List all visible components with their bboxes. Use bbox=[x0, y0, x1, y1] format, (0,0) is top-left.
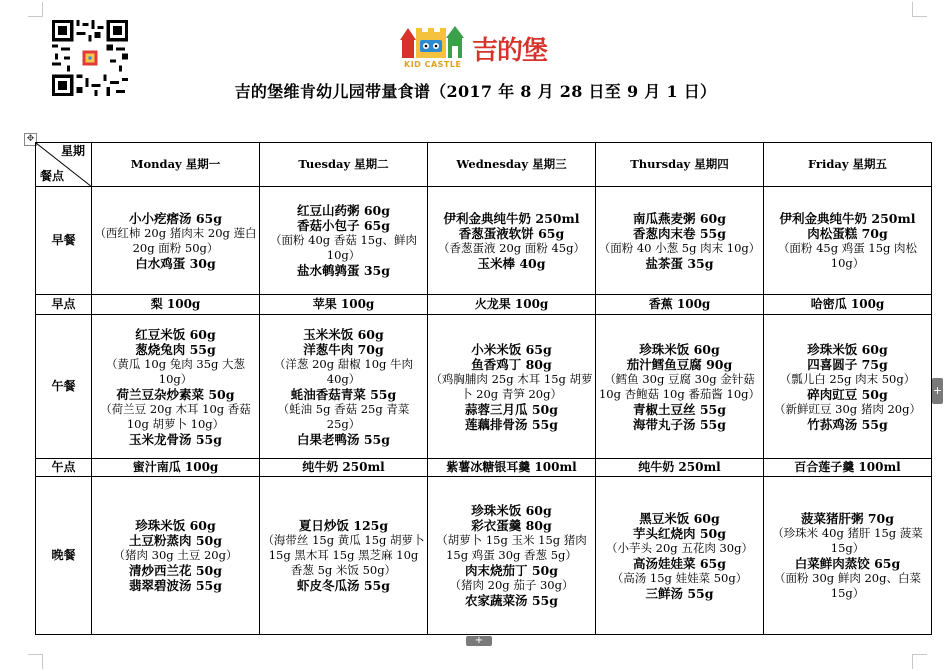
menu-cell-wednesday bbox=[428, 315, 596, 459]
crop-mark-top-right bbox=[912, 2, 927, 17]
dish-name: 彩衣蛋羹 80g bbox=[471, 518, 552, 533]
dish-name: 夏日炒饭 125g bbox=[298, 518, 389, 533]
dish-name: 小米米饭 65g bbox=[471, 341, 552, 357]
dish-name: 莲藕排骨汤 55g bbox=[465, 416, 558, 432]
menu-cell-thursday bbox=[596, 295, 764, 315]
menu-cell-thursday bbox=[596, 187, 764, 295]
ingredient-list: （胡萝卜 15g 玉米 15g 猪肉 15g 鸡蛋 30g 香葱 5g） bbox=[436, 533, 587, 562]
dish-name: 翡翠碧波汤 55g bbox=[129, 578, 222, 593]
dish-name: 土豆粉蒸肉 50g bbox=[129, 533, 222, 548]
menu-cell-tuesday bbox=[260, 459, 428, 477]
dish-name: 竹荪鸡汤 55g bbox=[807, 416, 888, 432]
dish-name: 茄汁鳕鱼豆腐 90g bbox=[626, 356, 733, 372]
dish-name: 菠菜猪肝粥 70g bbox=[801, 510, 894, 526]
menu-cell-monday bbox=[92, 459, 260, 477]
menu-cell-monday bbox=[92, 477, 260, 635]
meal-label: 晚餐 bbox=[36, 477, 92, 635]
kid-castle-logo bbox=[398, 20, 556, 72]
logo-subtitle: KID CASTLE bbox=[404, 60, 462, 69]
menu-cell-wednesday bbox=[428, 187, 596, 295]
crop-mark-bottom-right bbox=[912, 654, 927, 669]
dish-name: 玉米米饭 60g bbox=[303, 326, 384, 342]
ingredient-list: （高汤 15g 娃娃菜 50g） bbox=[611, 570, 748, 585]
dish-name: 香菇小包子 65g bbox=[297, 218, 390, 233]
ingredient-list: （黄瓜 10g 兔肉 35g 大葱 10g） bbox=[105, 356, 246, 386]
menu-cell-tuesday bbox=[260, 315, 428, 459]
meal-row bbox=[36, 295, 932, 315]
ingredient-list: （海带丝 15g 黄瓜 15g 胡萝卜 15g 黑木耳 15g 黑芝麻 10g 香葱 5g 米饭 50g） bbox=[262, 533, 425, 577]
meal-label: 早餐 bbox=[36, 187, 92, 295]
snack-item: 香蕉 100g bbox=[648, 297, 711, 311]
dish-name: 青椒土豆丝 55g bbox=[633, 401, 726, 417]
menu-cell-monday bbox=[92, 315, 260, 459]
snack-item: 火龙果 100g bbox=[474, 297, 549, 311]
snack-item: 苹果 100g bbox=[312, 297, 375, 311]
header-row bbox=[36, 143, 932, 187]
dish-name: 蚝油香菇青菜 55g bbox=[290, 386, 397, 402]
ingredient-list: （面粉 40g 香菇 15g、鲜肉 10g） bbox=[270, 233, 417, 262]
ingredient-list: （面粉 30g 鲜肉 20g、白菜 15g） bbox=[774, 570, 921, 600]
crop-mark-bottom-left bbox=[28, 654, 43, 669]
dish-name: 虾皮冬瓜汤 55g bbox=[297, 578, 390, 593]
menu-cell-tuesday bbox=[260, 295, 428, 315]
dish-name: 小小疙瘩汤 65g bbox=[129, 210, 222, 226]
dish-name: 盐水鹌鹑蛋 35g bbox=[297, 263, 390, 278]
dish-name: 南瓜燕麦粥 60g bbox=[633, 210, 726, 226]
logo-text: 吉的堡 bbox=[472, 36, 548, 66]
snack-item: 纯牛奶 250ml bbox=[302, 460, 385, 474]
dish-name: 荷兰豆杂炒素菜 50g bbox=[116, 386, 235, 402]
dish-name: 白水鸡蛋 30g bbox=[135, 255, 216, 271]
dish-name: 珍珠米饭 60g bbox=[807, 341, 888, 357]
menu-cell-wednesday bbox=[428, 459, 596, 477]
dish-name: 白果老鸭汤 55g bbox=[297, 431, 390, 447]
snack-item: 百合莲子羹 100ml bbox=[794, 460, 901, 474]
menu-cell-thursday bbox=[596, 459, 764, 477]
dish-name: 芋头红烧肉 50g bbox=[633, 525, 726, 541]
menu-cell-thursday bbox=[596, 477, 764, 635]
day-header-thursday: Thursday 星期四 bbox=[596, 143, 764, 187]
menu-cell-thursday bbox=[596, 315, 764, 459]
ingredient-list: （鳕鱼 30g 豆腐 30g 金针菇 10g 杏鲍菇 10g 番茄酱 10g） bbox=[598, 371, 761, 401]
menu-cell-monday bbox=[92, 187, 260, 295]
ingredient-list: （西红柿 20g 猪肉末 20g 莲白 20g 面粉 50g） bbox=[94, 225, 257, 255]
ingredient-list: （蚝油 5g 香菇 25g 青菜 25g） bbox=[277, 401, 410, 431]
dish-name: 三鲜汤 55g bbox=[645, 585, 714, 601]
menu-cell-friday bbox=[764, 187, 932, 295]
meal-label: 午餐 bbox=[36, 315, 92, 459]
ingredient-list: （新鲜豇豆 30g 猪肉 20g） bbox=[774, 401, 921, 416]
dish-name: 红豆山药粥 60g bbox=[297, 203, 390, 218]
day-header-friday: Friday 星期五 bbox=[764, 143, 932, 187]
dish-name: 伊利金典纯牛奶 250ml bbox=[443, 210, 580, 226]
dish-name: 白菜鲜肉蒸饺 65g bbox=[794, 555, 901, 571]
corner-meal-label: 餐点 bbox=[40, 169, 65, 183]
ingredient-list: （珍珠米 40g 猪肝 15g 菠菜 15g） bbox=[772, 525, 923, 555]
snack-item: 梨 100g bbox=[150, 297, 201, 311]
meal-row bbox=[36, 187, 932, 295]
ingredient-list: （香葱蛋液 20g 面粉 45g） bbox=[438, 240, 585, 255]
ingredient-list: （小芋头 20g 五花肉 30g） bbox=[606, 540, 753, 555]
dish-name: 四喜圆子 75g bbox=[807, 356, 888, 372]
corner-header-cell bbox=[36, 143, 92, 187]
menu-cell-friday bbox=[764, 315, 932, 459]
menu-cell-tuesday bbox=[260, 477, 428, 635]
dish-name: 珍珠米饭 60g bbox=[135, 518, 216, 533]
day-header-monday: Monday 星期一 bbox=[92, 143, 260, 187]
dish-name: 葱烧兔肉 55g bbox=[135, 341, 216, 357]
crop-mark-top-left bbox=[28, 2, 43, 17]
snack-item: 纯牛奶 250ml bbox=[638, 460, 721, 474]
dish-name: 伊利金典纯牛奶 250ml bbox=[779, 210, 916, 226]
snack-item: 蜜汁南瓜 100g bbox=[132, 460, 219, 474]
ingredient-list: （猪肉 20g 茄子 30g） bbox=[449, 578, 574, 592]
day-header-tuesday: Tuesday 星期二 bbox=[260, 143, 428, 187]
meal-label: 午点 bbox=[36, 459, 92, 477]
menu-cell-wednesday bbox=[428, 295, 596, 315]
page-title: 吉的堡维肯幼儿园带量食谱（2017 年 8 月 28 日至 9 月 1 日） bbox=[234, 82, 717, 101]
ingredient-list: （面粉 40 小葱 5g 肉末 10g） bbox=[598, 240, 761, 255]
menu-cell-friday bbox=[764, 295, 932, 315]
dish-name: 盐茶蛋 35g bbox=[645, 255, 714, 271]
menu-table bbox=[35, 142, 932, 635]
dish-name: 黑豆米饭 60g bbox=[639, 510, 720, 526]
day-header-wednesday: Wednesday 星期三 bbox=[428, 143, 596, 187]
dish-name: 珍珠米饭 60g bbox=[639, 341, 720, 357]
snack-item: 哈密瓜 100g bbox=[810, 297, 885, 311]
add-row-handle-icon[interactable]: + bbox=[466, 636, 492, 646]
table-move-handle-icon[interactable]: ✥ bbox=[24, 133, 37, 146]
dish-name: 肉末烧茄丁 50g bbox=[465, 563, 558, 578]
add-column-handle-icon[interactable]: + bbox=[932, 378, 943, 404]
ingredient-list: （洋葱 20g 甜椒 10g 牛肉 40g） bbox=[273, 356, 414, 386]
dish-name: 香葱蛋液软饼 65g bbox=[458, 225, 565, 241]
meal-row bbox=[36, 459, 932, 477]
dish-name: 香葱肉末卷 55g bbox=[633, 225, 726, 241]
dish-name: 肉松蛋糕 70g bbox=[807, 225, 888, 241]
menu-cell-friday bbox=[764, 459, 932, 477]
dish-name: 高汤娃娃菜 65g bbox=[633, 555, 726, 571]
menu-cell-friday bbox=[764, 477, 932, 635]
dish-name: 珍珠米饭 60g bbox=[471, 503, 552, 518]
dish-name: 玉米龙骨汤 55g bbox=[129, 431, 222, 447]
ingredient-list: （瓢儿白 25g 肉末 50g） bbox=[779, 371, 916, 386]
dish-name: 红豆米饭 60g bbox=[135, 326, 216, 342]
dish-name: 海带丸子汤 55g bbox=[633, 416, 726, 432]
meal-label: 早点 bbox=[36, 295, 92, 315]
ingredient-list: （鸡胸脯肉 25g 木耳 15g 胡萝卜 20g 青笋 20g） bbox=[430, 371, 593, 401]
dish-name: 碎肉豇豆 50g bbox=[807, 386, 888, 402]
dish-name: 农家蔬菜汤 55g bbox=[465, 593, 558, 608]
meal-row bbox=[36, 477, 932, 635]
dish-name: 清炒西兰花 50g bbox=[129, 563, 222, 578]
corner-weekday-label: 星期 bbox=[60, 144, 85, 158]
meal-row bbox=[36, 315, 932, 459]
dish-name: 鱼香鸡丁 80g bbox=[471, 356, 552, 372]
ingredient-list: （荷兰豆 20g 木耳 10g 香菇 10g 胡萝卜 10g） bbox=[100, 401, 251, 431]
menu-cell-monday bbox=[92, 295, 260, 315]
dish-name: 洋葱牛肉 70g bbox=[303, 341, 384, 357]
menu-cell-tuesday bbox=[260, 187, 428, 295]
dish-name: 蒜蓉三月瓜 50g bbox=[465, 401, 558, 417]
ingredient-list: （猪肉 30g 土豆 20g） bbox=[113, 548, 238, 562]
dish-name: 玉米棒 40g bbox=[477, 255, 546, 271]
snack-item: 紫薯冰糖银耳羹 100ml bbox=[446, 460, 577, 474]
menu-cell-wednesday bbox=[428, 477, 596, 635]
ingredient-list: （面粉 45g 鸡蛋 15g 肉松 10g） bbox=[777, 240, 918, 270]
